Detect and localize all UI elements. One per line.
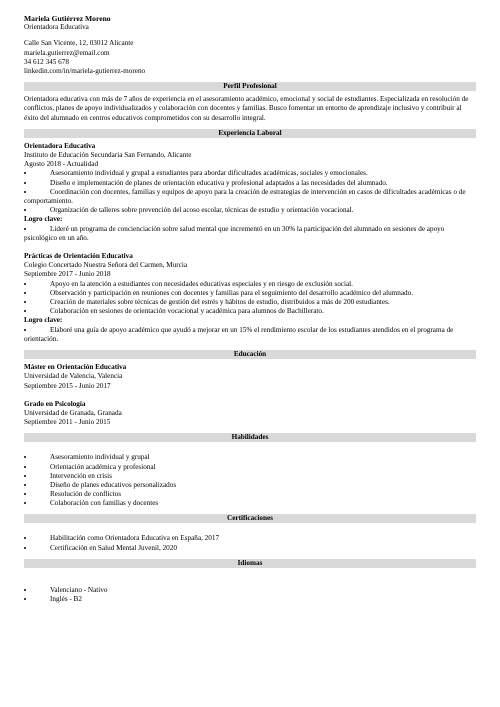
list-item: Certificación en Salud Mental Juvenil, 2020	[24, 544, 476, 553]
candidate-title: Orientadora Educativa	[24, 23, 89, 32]
list-item: Creación de materiales sobre técnicas de gestión del estrés y hábitos de estudio, distribuidos a más de 200 estudiantes.	[24, 298, 476, 307]
school-name: Universidad de Valencia, Valencia	[24, 372, 123, 381]
education-dates: Septiembre 2015 - Junio 2017	[24, 381, 111, 390]
list-item: Colaboración con familias y docentes	[24, 499, 476, 508]
bullet-icon	[24, 172, 26, 174]
education-entry	[24, 363, 476, 391]
job-title: Orientadora Educativa	[24, 141, 96, 150]
list-item: Intervención en crisis	[24, 472, 476, 481]
job-employer: Instituto de Educación Secundaria San Fernando, Alicante	[24, 151, 192, 160]
bullet-icon	[24, 537, 26, 539]
key-achievement-label: Logro clave:	[24, 316, 63, 325]
bullet-icon	[24, 209, 26, 211]
list-item: Observación y participación en reuniones con docentes y familias para el seguimiento del desarrollo académico del alumnado.	[24, 289, 476, 298]
candidate-name: Mariela Gutiérrez Moreno	[24, 14, 111, 23]
bullet-icon	[24, 502, 26, 504]
list-item: Valenciano - Nativo	[24, 586, 476, 595]
job-title: Prácticas de Orientación Educativa	[24, 252, 133, 261]
list-item: Asesoramiento individual y grupal	[24, 453, 476, 462]
skills-list	[24, 453, 476, 508]
bullet-icon	[24, 484, 26, 486]
list-item: Asesoramiento individual y grupal a estudiantes para abordar dificultades académicas, sociales y emocionales.	[24, 169, 476, 178]
section-heading-education: Educación	[24, 350, 476, 359]
section-heading-skills: Habilidades	[24, 433, 476, 442]
section-heading-profile: Perfil Profesional	[24, 82, 476, 91]
degree-title: Máster en Orientación Educativa	[24, 363, 127, 372]
bullet-icon	[24, 182, 26, 184]
section-heading-experience: Experiencia Laboral	[24, 129, 476, 138]
job-dates: Agosto 2018 - Actualidad	[24, 160, 99, 169]
list-item: Orientación académica y profesional	[24, 463, 476, 472]
bullet-icon	[24, 598, 26, 600]
job-dates: Septiembre 2017 - Junio 2018	[24, 270, 111, 279]
education-entry	[24, 400, 476, 428]
bullet-icon	[24, 301, 26, 303]
education-dates: Septiembre 2011 - Junio 2015	[24, 418, 111, 427]
certifications-list	[24, 534, 476, 552]
bullet-icon	[24, 475, 26, 477]
bullet-icon	[24, 493, 26, 495]
school-name: Universidad de Granada, Granada	[24, 408, 122, 417]
list-item: Organización de talleres sobre prevención del acoso escolar, técnicas de estudio y orientación vocacional.	[24, 206, 476, 215]
section-heading-certifications: Certificaciones	[24, 514, 476, 523]
list-item: Inglés - B2	[24, 595, 476, 604]
phone: 34 612 345 678	[24, 57, 69, 66]
bullet-icon	[24, 466, 26, 468]
list-item: Colaboración en sesiones de orientación vocacional y académica para alumnos de Bachillerato.	[24, 307, 476, 316]
linkedin-link[interactable]: linkedin.com/in/mariela-gutierrez-moreno	[24, 67, 146, 76]
contact-header	[24, 14, 476, 76]
profile-text: Orientadora educativa con más de 7 años de experiencia en el asesoramiento académico, emocional y social de estudiantes. Especializada en resolución de conflictos, planes de apoyo individualizados y colaboración con docentes y familias. Busco fomentar un entorno de aprendizaje inclusivo y contribuir al éxito del alumnado en centros educativos comprometidos con su desarrollo integral.	[24, 95, 469, 122]
list-item: Diseño e implementación de planes de orientación educativa y profesional adaptados a las necesidades del alumnado.	[24, 179, 476, 188]
list-item: Apoyo en la atención a estudiantes con necesidades educativas especiales y en riesgo de exclusión social.	[24, 280, 476, 289]
bullet-icon	[24, 283, 26, 285]
bullet-icon	[24, 547, 26, 549]
bullet-icon	[24, 310, 26, 312]
bullet-icon	[24, 292, 26, 294]
bullet-icon	[24, 589, 26, 591]
email[interactable]: mariela.gutierrez@email.com	[24, 48, 110, 57]
list-item: Habilitación como Orientadora Educativa en España, 2017	[24, 534, 476, 543]
list-item: Diseño de planes educativos personalizados	[24, 481, 476, 490]
bullet-icon	[24, 191, 26, 193]
job-employer: Colegio Concertado Nuestra Señora del Carmen, Murcia	[24, 261, 188, 270]
degree-title: Grado en Psicología	[24, 399, 86, 408]
list-item: Lideré un programa de concienciación sobre salud mental que incrementó en un 30% la participación del alumnado en sesiones de apoyo psicológico en un año.	[24, 224, 445, 242]
list-item: Coordinación con docentes, familias y equipos de apoyo para la creación de estrategias de intervención en casos de dificultades académicas o de comportamiento.	[24, 187, 466, 206]
section-heading-languages: Idiomas	[24, 559, 476, 568]
bullet-icon	[24, 228, 26, 230]
list-item: Elaboré una guía de apoyo académico que ayudó a mejorar en un 15% el rendimiento escolar de los estudiantes atendidos en el programa de orientación.	[24, 325, 454, 343]
address: Calle San Vicente, 12, 03012 Alicante	[24, 39, 134, 48]
resume-page	[24, 14, 476, 604]
job-entry	[24, 252, 476, 344]
list-item: Resolución de conflictos	[24, 490, 476, 499]
languages-list	[24, 586, 476, 604]
bullet-icon	[24, 329, 26, 331]
bullet-icon	[24, 456, 26, 458]
key-achievement-label: Logro clave:	[24, 215, 63, 224]
job-entry	[24, 142, 476, 243]
